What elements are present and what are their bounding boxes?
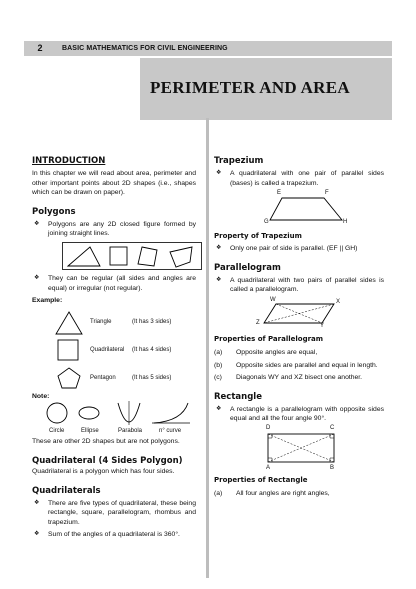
rectangle-point-c: C [330,424,335,431]
rect-property-a-text: All four angles are right angles, [236,489,330,497]
example-pentagon-note: (It has 5 sides) [132,374,172,381]
polygons-heading: Polygons [32,206,76,217]
trapezium-heading: Trapezium [214,156,264,166]
intro-text: In this chapter we will read about area, perimeter and other important points about 2D shapes (i.e., shapes which can be drawn on paper). [32,170,196,197]
chapter-banner [140,58,392,120]
example-triangle-name: Triangle [90,318,112,325]
parallelogram-point-z: Z [256,319,260,326]
trapezium-shape [262,194,352,224]
example-label: Example: [32,297,63,305]
example-triangle-note: (It has 3 sides) [132,318,172,325]
property-c-label: (c) [214,374,222,382]
trapezium-point-e: E [277,190,282,197]
running-header [24,41,392,56]
property-b-text: Opposite sides are parallel and equal in length. [236,361,378,369]
trapezium-point-f: F [325,190,329,197]
trapezium-point-h: H [343,219,348,226]
parallelogram-point-x: X [336,298,341,305]
note-label: Note: [32,392,50,400]
polygons-bullet-1: ❖ Polygons are any 2D closed figure formed by joining straight lines. [32,220,196,239]
curve-label-circle: Circle [49,428,65,435]
example-quadrilateral-name: Quadrilateral [90,346,125,353]
parallelogram-point-y: Y [320,322,325,329]
property-a-text: Opposite angles are equal, [236,348,318,356]
rectangle-point-b: B [330,464,335,471]
property-b-label: (b) [214,361,223,369]
rect-property-a-label: (a) [214,489,223,497]
rectangle-shape [266,432,338,464]
parallelogram-property-c [214,373,384,383]
trapezium-bullet-1: ❖ A quadrilateral with one pair of parallel sides (bases) is called a trapezium. [214,169,384,188]
rectangle-heading: Rectangle [214,391,262,402]
rectangle-property-a [214,489,384,499]
parallelogram-properties-heading: Properties of Parallelogram [214,334,324,343]
trapezium-property-heading: Property of Trapezium [214,232,302,241]
column-divider [206,118,209,578]
curves-figure [32,401,196,437]
rectangle-bullet-1: ❖ A rectangle is a parallelogram with opposite sides equal and all the four angle 90°. [214,405,384,424]
rectangle-point-d: D [266,424,271,431]
right-column [214,155,384,499]
quads-bullet-2: ❖ Sum of the angles of a quadrilateral is 360°. [32,530,196,540]
chapter-title: PERIMETER AND AREA [150,78,350,97]
example-pentagon-name: Pentagon [90,374,116,381]
parallelogram-figure [214,295,384,331]
rectangle-point-a: A [266,464,271,471]
curve-shapes [32,401,196,427]
curves-text: These are other 2D shapes but are not polygons. [32,438,180,446]
quad-text: Quadrilateral is a polygon which has four sides. [32,467,175,475]
book-title: BASIC MATHEMATICS FOR CIVIL ENGINEERING [62,45,228,52]
parallelogram-property-b [214,361,384,371]
example-shapes [54,310,84,390]
trapezium-property-1: ❖ Only one pair of side is parallel. (EF || GH) [214,244,384,254]
trapezium-figure [214,188,384,228]
polygon-examples-figure [62,242,202,270]
parallelogram-property-a [214,348,384,358]
quad-heading: Quadrilateral (4 Sides Polygon) [32,455,183,466]
rectangle-properties-heading: Properties of Rectangle [214,475,308,484]
trapezium-point-g: G [264,219,269,226]
curve-label-parabola: Parabola [118,428,143,435]
example-list [32,308,196,390]
quads-bullet-1: ❖ There are five types of quadrilateral, these being rectangle, square, parallelogram, rhombus and trapezium. [32,499,196,528]
rectangle-figure [214,424,384,472]
property-a-label: (a) [214,348,223,356]
parallelogram-point-w: W [270,296,276,303]
page-number: 2 [37,43,43,53]
intro-heading: INTRODUCTION [32,156,106,166]
parallelogram-heading: Parallelogram [214,262,281,273]
curve-label-n-curve: n° curve [159,428,182,435]
polygons-bullet-2: ❖ They can be regular (all sides and angles are equal) or irregular (not regular). [32,274,196,293]
parallelogram-bullet-1: ❖ A quadrilateral with two pairs of parallel sides is called a parallelogram. [214,276,384,295]
left-column [32,155,196,540]
example-quadrilateral-note: (It has 4 sides) [132,346,172,353]
quads-heading: Quadrilaterals [32,485,101,496]
curve-label-ellipse: Ellipse [81,428,99,435]
property-c-text: Diagonals WY and XZ bisect one another. [236,374,363,382]
